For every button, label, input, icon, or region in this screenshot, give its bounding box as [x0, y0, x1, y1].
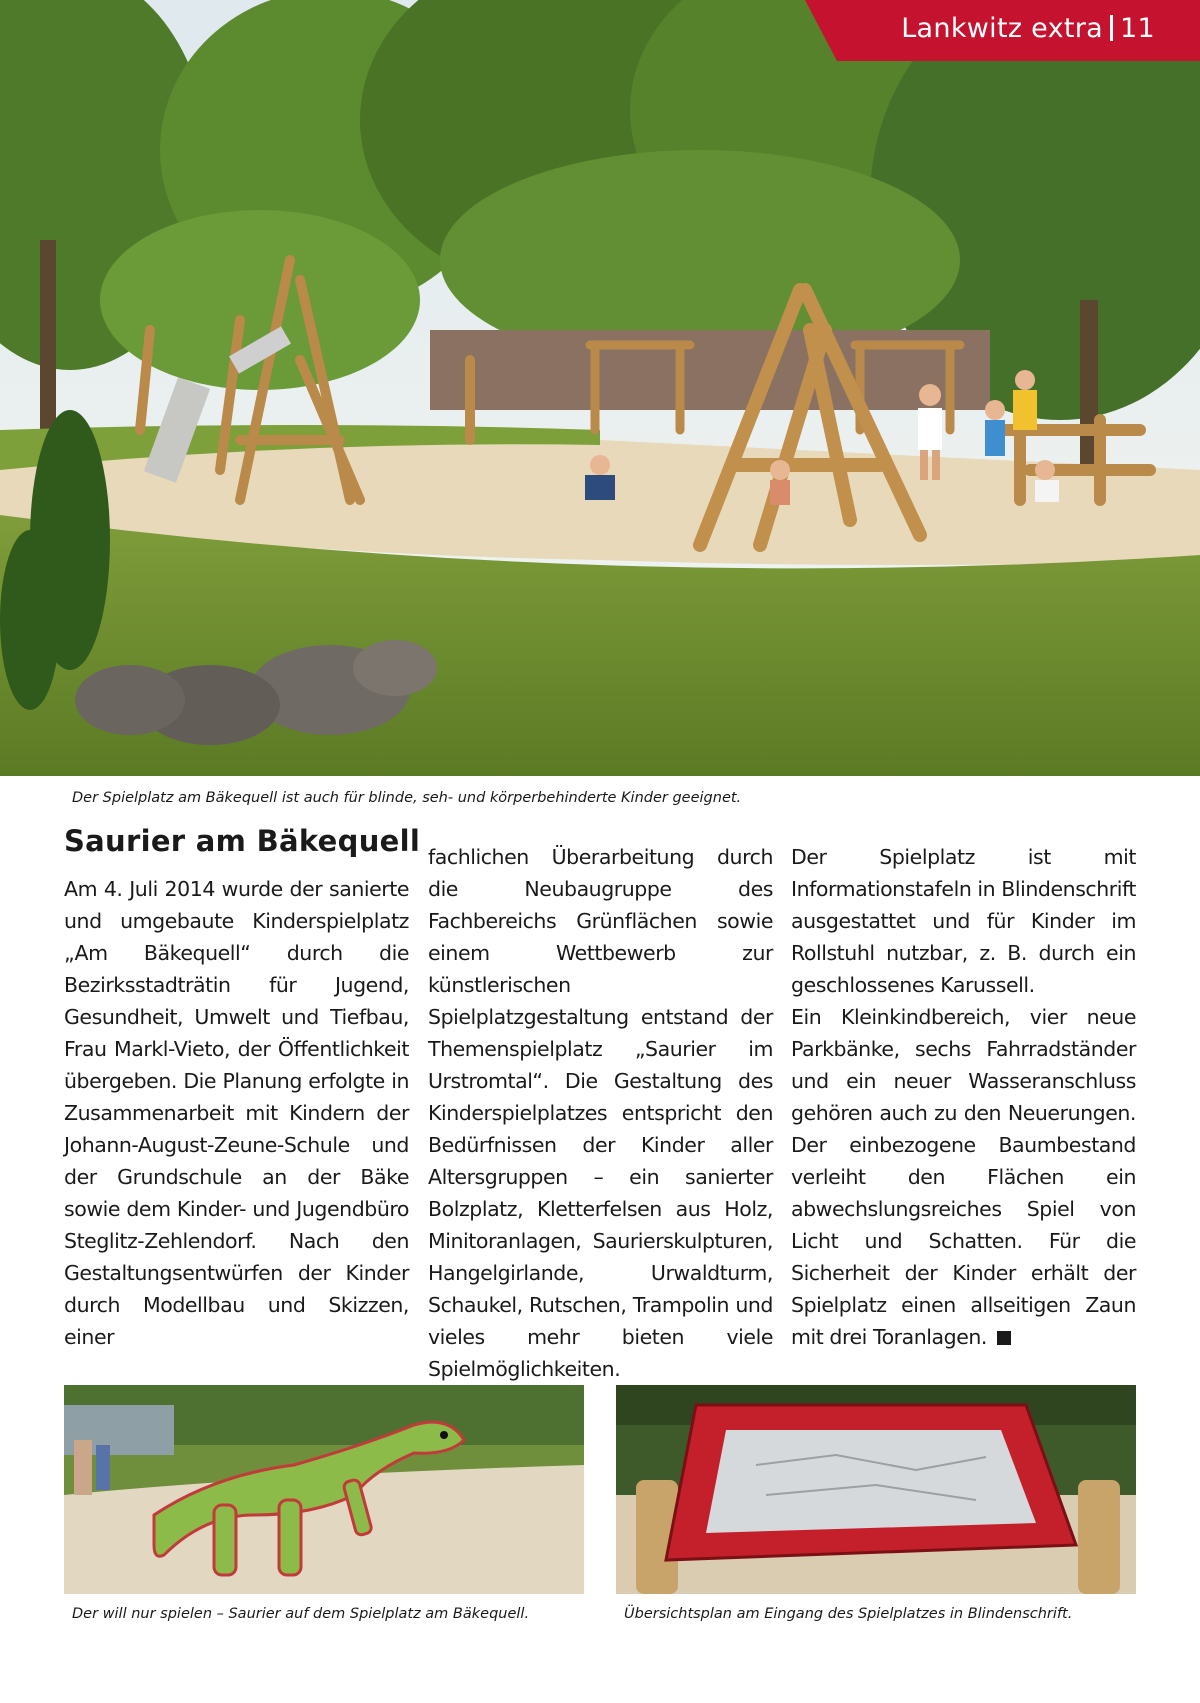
article-headline: Saurier am Bäkequell	[64, 824, 421, 858]
article-paragraph: Der Spielplatz ist mit Informationstafeln in Blindenschrift ausgestattet und für Kinder im Rollstuhl nutzbar, z. B. durch ein geschlossenes Karussell.	[791, 845, 1137, 997]
header-separator	[1110, 15, 1113, 41]
braille-plan-caption: Übersichtsplan am Eingang des Spielplatzes in Blindenschrift.	[624, 1606, 1073, 1622]
dinosaur-sculpture-photo	[64, 1385, 584, 1594]
hero-photo-caption: Der Spielplatz am Bäkequell ist auch für blinde, seh- und körperbehinderte Kinder geeignet.	[72, 790, 742, 806]
end-of-article-mark	[997, 1331, 1011, 1345]
article-column-3	[791, 841, 1136, 1353]
article-paragraph: Am 4. Juli 2014 wurde der sanierte und umgebaute Kinderspielplatz „Am Bäkequell“ durch die Bezirksstadträtin für Jugend, Gesundheit, Umwelt und Tiefbau, Frau Markl-Vieto, der Öffentlichkeit übergeben. Die Planung erfolgte in Zusammenarbeit mit Kindern der Johann-August-Zeune-Schule und der Grundschule an der Bäke sowie dem Kinder- und Jugendbüro Steglitz-Zehlendorf. Nach den Gestaltungsentwürfen der Kinder durch Modellbau und Skizzen, einer	[64, 877, 409, 1349]
braille-plan-photo	[616, 1385, 1136, 1594]
article-column-1	[64, 873, 409, 1353]
hero-photo-playground	[0, 0, 1200, 776]
page-number: 11	[1120, 13, 1155, 44]
article-paragraph-text: Ein Kleinkindbereich, vier neue Parkbänke, sechs Fahrradständer und ein neuer Wasseranschluss gehören auch zu den Neuerungen. Der einbezogene Baumbestand verleiht den Flächen ein abwechslungsreiches Spiel von Licht und Schatten. Für die Sicherheit der Kinder erhält der Spielplatz einen allseitigen Zaun mit drei Toranlagen.	[791, 1005, 1136, 1349]
dinosaur-photo-caption: Der will nur spielen – Saurier auf dem Spielplatz am Bäkequell.	[72, 1606, 530, 1622]
section-name: Lankwitz extra	[901, 13, 1104, 44]
page-header	[901, 13, 1155, 44]
article-paragraph-end	[791, 1001, 1136, 1353]
article-column-2	[428, 841, 773, 1385]
article-paragraph: fachlichen Überarbeitung durch die Neubaugruppe des Fachbereichs Grünflächen sowie einem Wettbewerb zur künstlerischen Spielplatzgestaltung entstand der Themenspielplatz „Saurier im Urstromtal“. Die Gestaltung des Kinderspielplatzes entspricht den Bedürfnissen der Kinder aller Altersgruppen – ein sanierter Bolzplatz, Kletterfelsen aus Holz, Minitoranlagen, Saurierskulpturen, Hangelgirlande, Urwaldturm, Schaukel, Rutschen, Trampolin und vieles mehr bieten viele Spielmöglichkeiten.	[428, 845, 773, 1381]
